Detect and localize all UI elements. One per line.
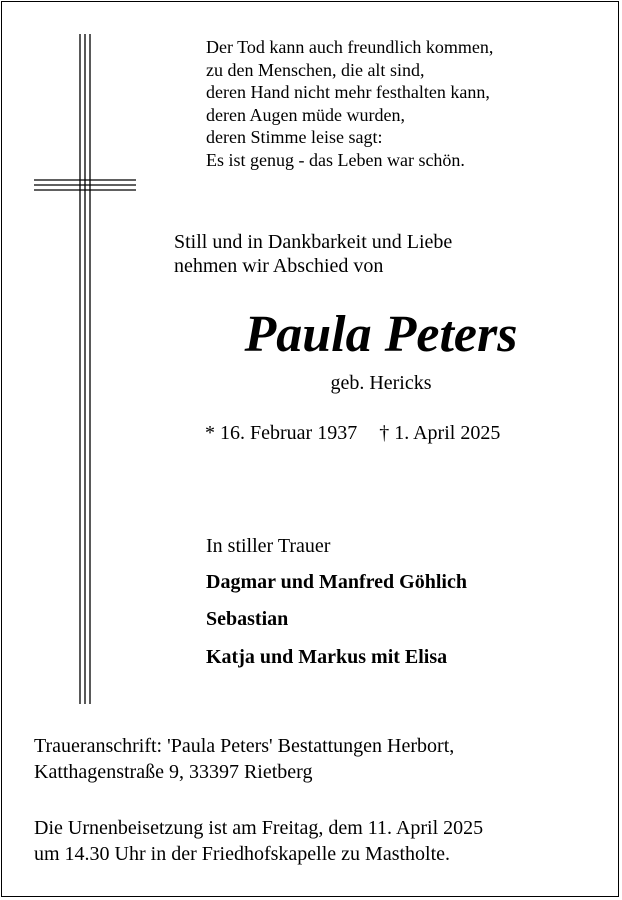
farewell-intro bbox=[174, 230, 452, 278]
death-date: † 1. April 2025 bbox=[379, 422, 501, 444]
ceremony-line: Die Urnenbeisetzung ist am Freitag, dem 11. April 2025 bbox=[34, 817, 484, 839]
poem-line: deren Augen müde wurden, bbox=[206, 104, 405, 125]
intro-line: Still und in Dankbarkeit und Liebe bbox=[174, 231, 453, 253]
ceremony-notice bbox=[34, 815, 483, 867]
ceremony-line: um 14.30 Uhr in der Friedhofskapelle zu Mastholte. bbox=[34, 843, 451, 865]
mourner-name: Dagmar und Manfred Göhlich bbox=[206, 571, 467, 593]
deceased-name: Paula Peters bbox=[244, 306, 518, 363]
mourner-name: Katja und Markus mit Elisa bbox=[206, 646, 448, 668]
mourner-name: Sebastian bbox=[206, 608, 289, 630]
poem-line: zu den Menschen, die alt sind, bbox=[206, 59, 425, 80]
poem-line: Der Tod kann auch freundlich kommen, bbox=[206, 37, 494, 57]
life-dates bbox=[205, 420, 500, 446]
birth-name: geb. Hericks bbox=[330, 372, 432, 394]
poem bbox=[206, 36, 493, 171]
poem-line: deren Stimme leise sagt: bbox=[206, 127, 383, 147]
intro-line: nehmen wir Abschied von bbox=[174, 255, 384, 277]
address-line: Katthagenstraße 9, 33397 Rietberg bbox=[34, 761, 313, 783]
mourning-address bbox=[34, 733, 454, 785]
mourning-label: In stiller Trauer bbox=[206, 535, 331, 557]
poem-line: deren Hand nicht mehr festhalten kann, bbox=[206, 82, 490, 102]
birth-date: * 16. Februar 1937 bbox=[205, 422, 358, 444]
address-line: Traueranschrift: 'Paula Peters' Bestattungen Herbort, bbox=[34, 735, 455, 757]
poem-line: Es ist genug - das Leben war schön. bbox=[206, 149, 465, 170]
